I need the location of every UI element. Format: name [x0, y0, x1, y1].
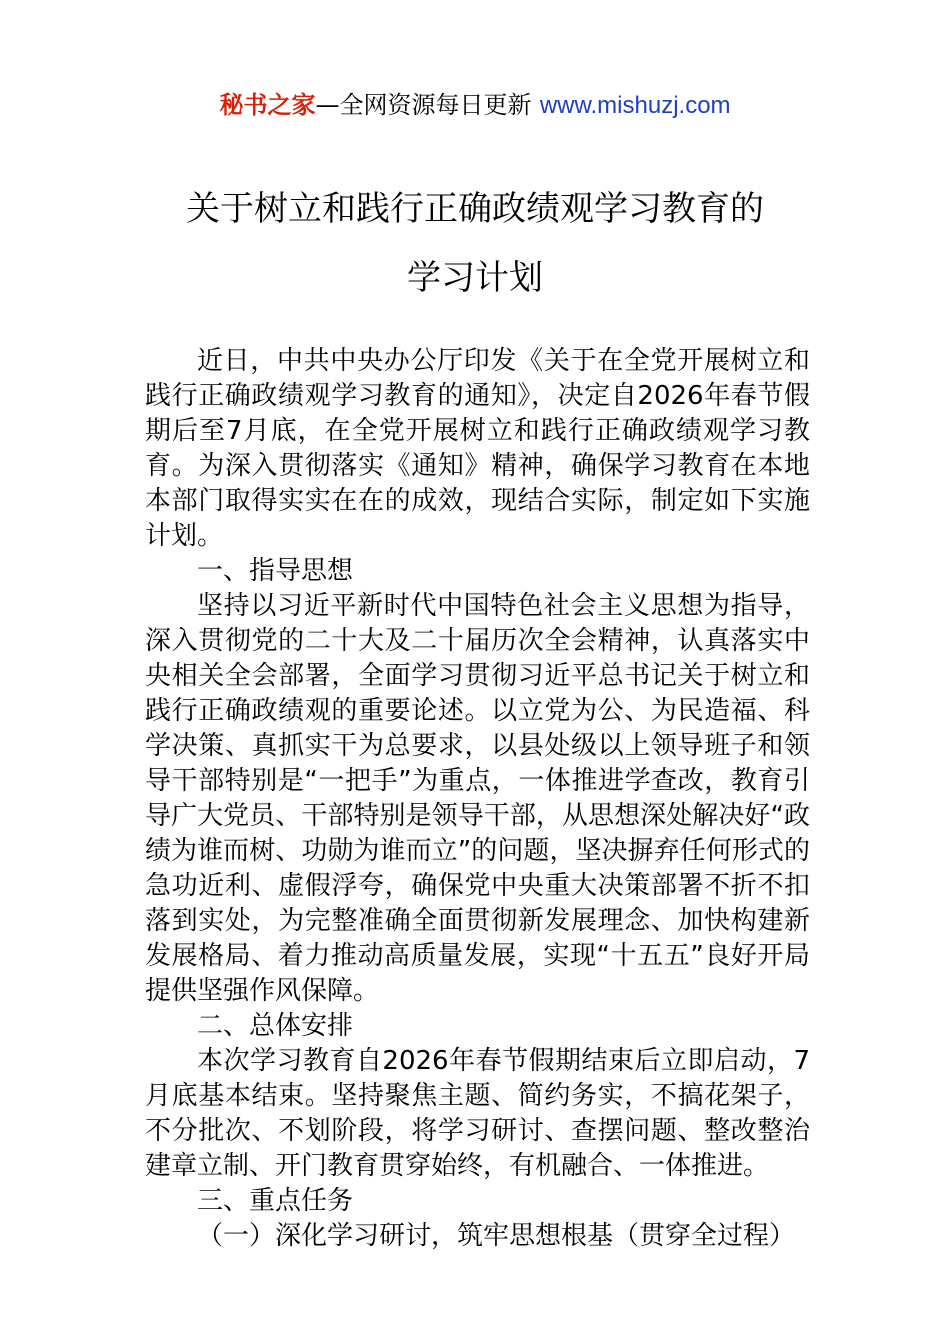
header-tagline: —全网资源每日更新 — [315, 91, 532, 119]
section1-heading: 一、指导思想 — [197, 556, 354, 586]
section2-paragraph: 本次学习教育自2026年春节假期结束后立即启动，7月底基本结束。坚持聚焦主题、简约务实，不搞花架子，不分批次、不划阶段，将学习研讨、查摆问题、整改整治建章立制、开门教育贯穿始终，有机融合、一体推进。 — [145, 1046, 810, 1181]
intro-paragraph: 近日，中共中央办公厅印发《关于在全党开展树立和践行正确政绩观学习教育的通知》，决定自2026年春节假期后至7月底，在全党开展树立和践行正确政绩观学习教育。为深入贯彻落实《通知》精神，确保学习教育在本地本部门取得实实在在的成效，现结合实际，制定如下实施计划。 — [145, 346, 810, 551]
document-title-line2: 学习计划 — [407, 258, 543, 298]
section3-subheading-1: （一）深化学习研讨，筑牢思想根基（贯穿全过程） — [197, 1221, 796, 1251]
site-url-link[interactable]: www.mishuzj.com — [539, 92, 731, 119]
document-title-line1: 关于树立和践行正确政绩观学习教育的 — [186, 189, 764, 229]
section2-heading: 二、总体安排 — [197, 1011, 354, 1041]
section1-paragraph: 坚持以习近平新时代中国特色社会主义思想为指导，深入贯彻党的二十大及二十届历次全会精神，认真落实中央相关全会部署，全面学习贯彻习近平总书记关于树立和践行正确政绩观的重要论述。以立党为公、为民造福、科学决策、真抓实干为总要求，以县处级以上领导班子和领导干部特别是“一把手”为重点，一体推进学查改，教育引导广大党员、干部特别是领导干部，从思想深处解决好“政绩为谁而树、功勋为谁而立”的问题，坚决摒弃任何形式的急功近利、虚假浮夸，确保党中央重大决策部署不折不扣落到实处，为完整准确全面贯彻新发展理念、加快构建新发展格局、着力推动高质量发展，实现“十五五”良好开局提供坚强作风保障。 — [145, 591, 810, 1006]
document-body — [145, 344, 810, 1254]
section3-heading: 三、重点任务 — [197, 1186, 354, 1216]
brand-name: 秘书之家 — [219, 91, 316, 119]
site-header — [0, 88, 950, 123]
